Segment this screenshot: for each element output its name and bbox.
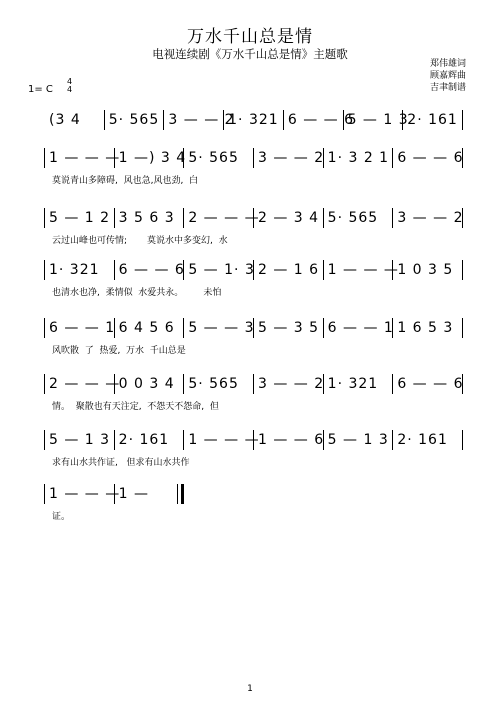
measure: 3 — — 2 — [397, 210, 464, 226]
barline — [343, 110, 344, 130]
measure: 6 — — 6 — [118, 262, 185, 278]
barline — [114, 484, 115, 504]
staff-line — [0, 206, 500, 266]
barline — [114, 208, 115, 228]
measure: 2· 161 — [118, 432, 170, 448]
barline — [392, 374, 393, 394]
barline — [392, 208, 393, 228]
staff-line — [0, 482, 500, 542]
measure: 1 0 3 5 — [397, 262, 454, 278]
barline — [283, 110, 284, 130]
page-number: 1 — [247, 684, 253, 694]
measure: 6 4 5 6 — [118, 320, 175, 336]
barline — [183, 430, 184, 450]
measure: 3 — — 2 — [168, 112, 235, 128]
arranger-credit: 吉聿制谱 — [429, 83, 466, 93]
barline — [114, 318, 115, 338]
measure: 2 — — — — [188, 210, 260, 226]
measure: 1 — — — — [49, 150, 121, 166]
measure: 1· 3 2 1 — [327, 150, 390, 166]
measure: 5 — 1 3 — [347, 112, 409, 128]
barline — [462, 318, 463, 338]
measure: 6 — — 6 — [397, 150, 464, 166]
lyrics-line: 云过山峰也可传情; 莫说水中多变幻, 水 — [52, 236, 228, 246]
barline — [44, 484, 45, 504]
barline — [177, 484, 178, 504]
barline — [253, 318, 254, 338]
measure: 1 — — — — [327, 262, 399, 278]
barline — [44, 318, 45, 338]
barline — [44, 260, 45, 280]
staff-line — [0, 146, 500, 206]
measure: 5· 565 — [327, 210, 379, 226]
staff-line — [0, 428, 500, 488]
time-signature-top: 4 — [67, 77, 73, 86]
barline — [323, 260, 324, 280]
measure: 5 — 3 5 — [258, 320, 320, 336]
composer-credit: 顾嘉辉曲 — [429, 71, 466, 81]
measure: 5 — — 3 — [188, 320, 255, 336]
measure: 5· 565 — [188, 150, 239, 166]
barline — [114, 148, 115, 168]
barline — [223, 110, 224, 130]
measure: 6 — — 1 — [49, 320, 116, 336]
barline — [323, 318, 324, 338]
measure: 1 6 5 3 — [397, 320, 454, 336]
staff-line — [0, 258, 500, 318]
measure: 1· 321 — [327, 376, 379, 392]
barline — [183, 208, 184, 228]
key-signature: 1= C — [28, 84, 53, 95]
barline — [183, 260, 184, 280]
song-subtitle: 电视连续剧《万水千山总是情》主题歌 — [152, 47, 348, 61]
lyrics-line: 求有山水共作证, 但求有山水共作 — [52, 458, 190, 468]
lyrics-line: 也清水也净, 柔情似 水爱共永。 未怕 — [52, 288, 222, 298]
barline — [44, 430, 45, 450]
measure: 3 5 6 3 — [118, 210, 175, 226]
measure: 3 — — 2 — [258, 376, 325, 392]
barline — [392, 430, 393, 450]
measure: 1 — — 6 — [258, 432, 325, 448]
barline — [183, 148, 184, 168]
barline — [114, 260, 115, 280]
measure: 0 0 3 4 — [118, 376, 175, 392]
credits — [430, 58, 466, 94]
lyrics-line: 情。 聚散也有天注定, 不怨天不怨命, 但 — [52, 402, 219, 412]
lyrics-line: 风吹散 了 热爱, 万水 千山总是 — [52, 346, 186, 356]
measure: 2 — 1 6 — [258, 262, 320, 278]
song-title: 万水千山总是情 — [187, 27, 313, 47]
barline — [114, 430, 115, 450]
measure: 5 — 1 3 — [49, 432, 111, 448]
barline — [462, 260, 463, 280]
lyrics-line: 证。 — [52, 512, 71, 522]
time-signature-bottom: 4 — [67, 85, 73, 94]
measure: 6 — — 6 — [397, 376, 464, 392]
measure: 5· 565 — [108, 112, 160, 128]
time-signature — [67, 78, 72, 94]
barline — [323, 208, 324, 228]
barline — [462, 374, 463, 394]
measure: 2· 161 — [397, 432, 448, 448]
barline — [253, 148, 254, 168]
barline — [402, 110, 403, 130]
staff-line — [0, 372, 500, 432]
barline — [462, 208, 463, 228]
barline — [462, 110, 463, 130]
lyricist-credit: 郑伟雄词 — [429, 59, 466, 69]
barline — [462, 430, 463, 450]
measure: 2 — — — — [49, 376, 121, 392]
barline — [163, 110, 164, 130]
final-barline — [181, 484, 184, 504]
lyrics-line: 莫说青山多障碍, 风也急,风也劲, 白 — [52, 176, 199, 186]
measure: 5 — 1 3 — [327, 432, 389, 448]
barline — [44, 374, 45, 394]
barline — [44, 208, 45, 228]
measure: 5 — 1· 3 — [188, 262, 255, 278]
barline — [462, 148, 463, 168]
measure: 1· 321 — [228, 112, 279, 128]
barline — [392, 260, 393, 280]
staff-line — [0, 316, 500, 376]
measure: 1 — — — — [188, 432, 260, 448]
measure: 5· 565 — [188, 376, 239, 392]
measure: 2· 161 — [407, 112, 458, 128]
barline — [114, 374, 115, 394]
measure: 1 —) 3 4 — [118, 150, 187, 166]
measure: 3 — — 2 — [258, 150, 325, 166]
barline — [253, 260, 254, 280]
measure: 6 — — 1 — [327, 320, 394, 336]
barline — [323, 374, 324, 394]
barline — [392, 318, 393, 338]
measure: 6 — — 6 — [287, 112, 355, 128]
barline — [392, 148, 393, 168]
barline — [183, 318, 184, 338]
measure: 1 — — — — [49, 486, 121, 502]
barline — [44, 148, 45, 168]
measure: 2 — 3 4 — [258, 210, 320, 226]
barline — [253, 374, 254, 394]
barline — [104, 110, 105, 130]
measure: 1· 321 — [49, 262, 100, 278]
barline — [253, 430, 254, 450]
measure: (3 4 — [49, 112, 81, 128]
barline — [253, 208, 254, 228]
barline — [323, 148, 324, 168]
barline — [323, 430, 324, 450]
measure: 1 — — [118, 486, 150, 502]
barline — [183, 374, 184, 394]
measure: 5 — 1 2 — [49, 210, 111, 226]
